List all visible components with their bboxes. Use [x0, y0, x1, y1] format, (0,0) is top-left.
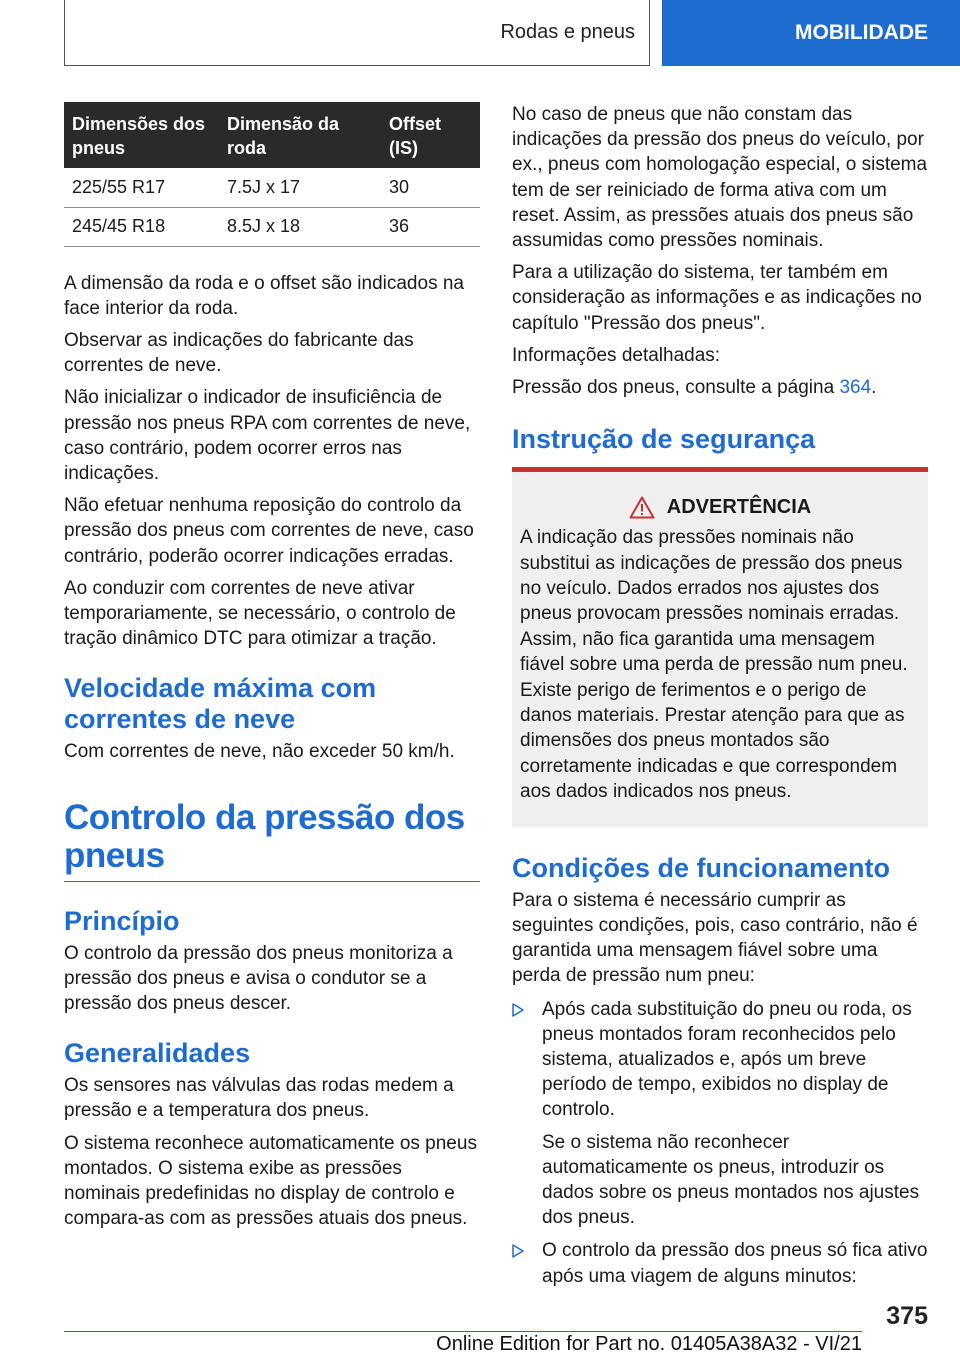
table-header-row: [64, 102, 480, 168]
paragraph-reset-info: No caso de pneus que não constam das indicações da pressão dos pneus do veículo, por ex., pneus com homologação especial, o sistema tem de ser reiniciado de forma ativa com um reset. Assim, as pressões atuais dos pneus são assumidas como pressões nominais.: [512, 104, 928, 252]
footer-edition-text: Online Edition for Part no. 01405A38A32 - VI/21: [436, 1333, 862, 1355]
warning-box: [512, 467, 928, 826]
paragraph-page-reference: [512, 375, 928, 400]
paragraph-rpa-warning: Não inicializar o indicador de insuficiência de pressão nos pneus RPA com correntes de neve, caso contrário, podem ocorrer erros nas indicações.: [64, 387, 471, 484]
table-cell: 225/55 R17: [64, 168, 219, 207]
paragraph-general-sensors: Os sensores nas válvulas das rodas medem a pressão e a temperatura dos pneus.: [64, 1075, 454, 1122]
heading-tyre-pressure-control: Controlo da pressão dos pneus: [64, 799, 480, 882]
warning-triangle-icon: [629, 496, 655, 519]
heading-safety: Instrução de segurança: [512, 424, 816, 455]
conditions-list: [512, 997, 928, 1289]
paragraph-dtc: Ao conduzir com correntes de neve ativar temporariamente, se necessário, o controlo de tração dinâmico DTC para otimizar a tração.: [64, 577, 456, 650]
heading-principle: Princípio: [64, 905, 180, 936]
page-reference-end: .: [871, 377, 877, 399]
table-header-wheel: Dimensão da roda: [219, 102, 381, 168]
table-cell: 30: [381, 168, 480, 207]
paragraph-no-reset: Não efetuar nenhuma reposição do controlo da pressão dos pneus com correntes de neve, caso contrário, poderão ocorrer indicações erradas.: [64, 495, 474, 567]
right-column: [512, 102, 928, 1297]
table-row: [64, 207, 480, 246]
warning-title: [520, 496, 920, 519]
page-reference-text: Pressão dos pneus, consulte a página: [512, 377, 840, 399]
list-item: [512, 997, 928, 1231]
warning-title-text: ADVERTÊNCIA: [666, 496, 812, 519]
table-cell: 8.5J x 18: [219, 207, 381, 246]
left-column: [64, 102, 480, 1231]
paragraph-snow-chain-manufacturer: Observar as indicações do fabricante das correntes de neve.: [64, 329, 414, 377]
triangle-bullet-icon: [512, 1244, 524, 1258]
paragraph-chapter-reference: Para a utilização do sistema, ter também em consideração as informações e as indicações no capítulo "Pressão dos pneus".: [512, 262, 922, 334]
list-item-text: Após cada substituição do pneu ou roda, os pneus montados foram reconhecidos pelo sistema, atualizados e, após um breve período de tempo, exibidos no display de controlo.: [542, 998, 912, 1121]
list-item-text: O controlo da pressão dos pneus só fica ativo após uma viagem de alguns minutos:: [542, 1240, 928, 1287]
wheel-dimensions-table: [64, 102, 480, 247]
list-item-subtext: Se o sistema não reconhecer automaticamente os pneus, introduzir os dados sobre os pneus montados nos ajustes dos pneus.: [542, 1131, 920, 1229]
table-cell: 245/45 R18: [64, 207, 219, 246]
paragraph-max-speed: Com correntes de neve, não exceder 50 km/h.: [64, 741, 455, 763]
table-row: [64, 168, 480, 207]
page-number: 375: [886, 1302, 928, 1330]
footer-rule: [64, 1331, 862, 1332]
list-item: [512, 1238, 928, 1288]
table-cell: 7.5J x 17: [219, 168, 381, 207]
table-header-tyre: Dimensões dos pneus: [64, 102, 219, 168]
paragraph-offset-info: A dimensão da roda e o offset são indicados na face interior da roda.: [64, 272, 464, 319]
table-cell: 36: [381, 207, 480, 246]
heading-max-speed: Velocidade máxima com correntes de neve: [64, 673, 377, 735]
paragraph-general-system: O sistema reconhece automaticamente os pneus montados. O sistema exibe as pressões nominais predefinidas no display de controlo e compara-as com as pressões atuais dos pneus.: [64, 1132, 477, 1230]
page-link[interactable]: 364: [839, 377, 872, 399]
paragraph-principle: O controlo da pressão dos pneus monitoriza a pressão dos pneus e avisa o condutor se a pressão dos pneus descer.: [64, 942, 453, 1014]
heading-general: Generalidades: [64, 1038, 251, 1069]
triangle-bullet-icon: [512, 1003, 524, 1017]
header-section-box: [64, 0, 650, 66]
paragraph-detailed-info: Informações detalhadas:: [512, 344, 721, 366]
header-section-title: Rodas e pneus: [500, 21, 635, 43]
warning-text: A indicação das pressões nominais não substitui as indicações de pressão dos pneus no veículo. Dados errados nos ajustes dos pneus provocam pressões nominais erradas. Assim, não fica garantida uma mensagem fiável sobre uma perda de pressão num pneu. Existe perigo de ferimentos e o perigo de danos materiais. Prestar atenção para que as dimensões dos pneus montados são corretamente indicadas e que correspondem aos dados indicados nos pneus.: [520, 527, 908, 803]
paragraph-conditions: Para o sistema é necessário cumprir as seguintes condições, pois, caso contrário, não é garantida uma mensagem fiável sobre uma perda de pressão num pneu:: [512, 889, 918, 987]
header-chapter-tab[interactable]: MOBILIDADE: [662, 0, 960, 66]
table-header-offset: Offset (IS): [381, 102, 480, 168]
heading-conditions: Condições de funcionamento: [512, 852, 891, 883]
